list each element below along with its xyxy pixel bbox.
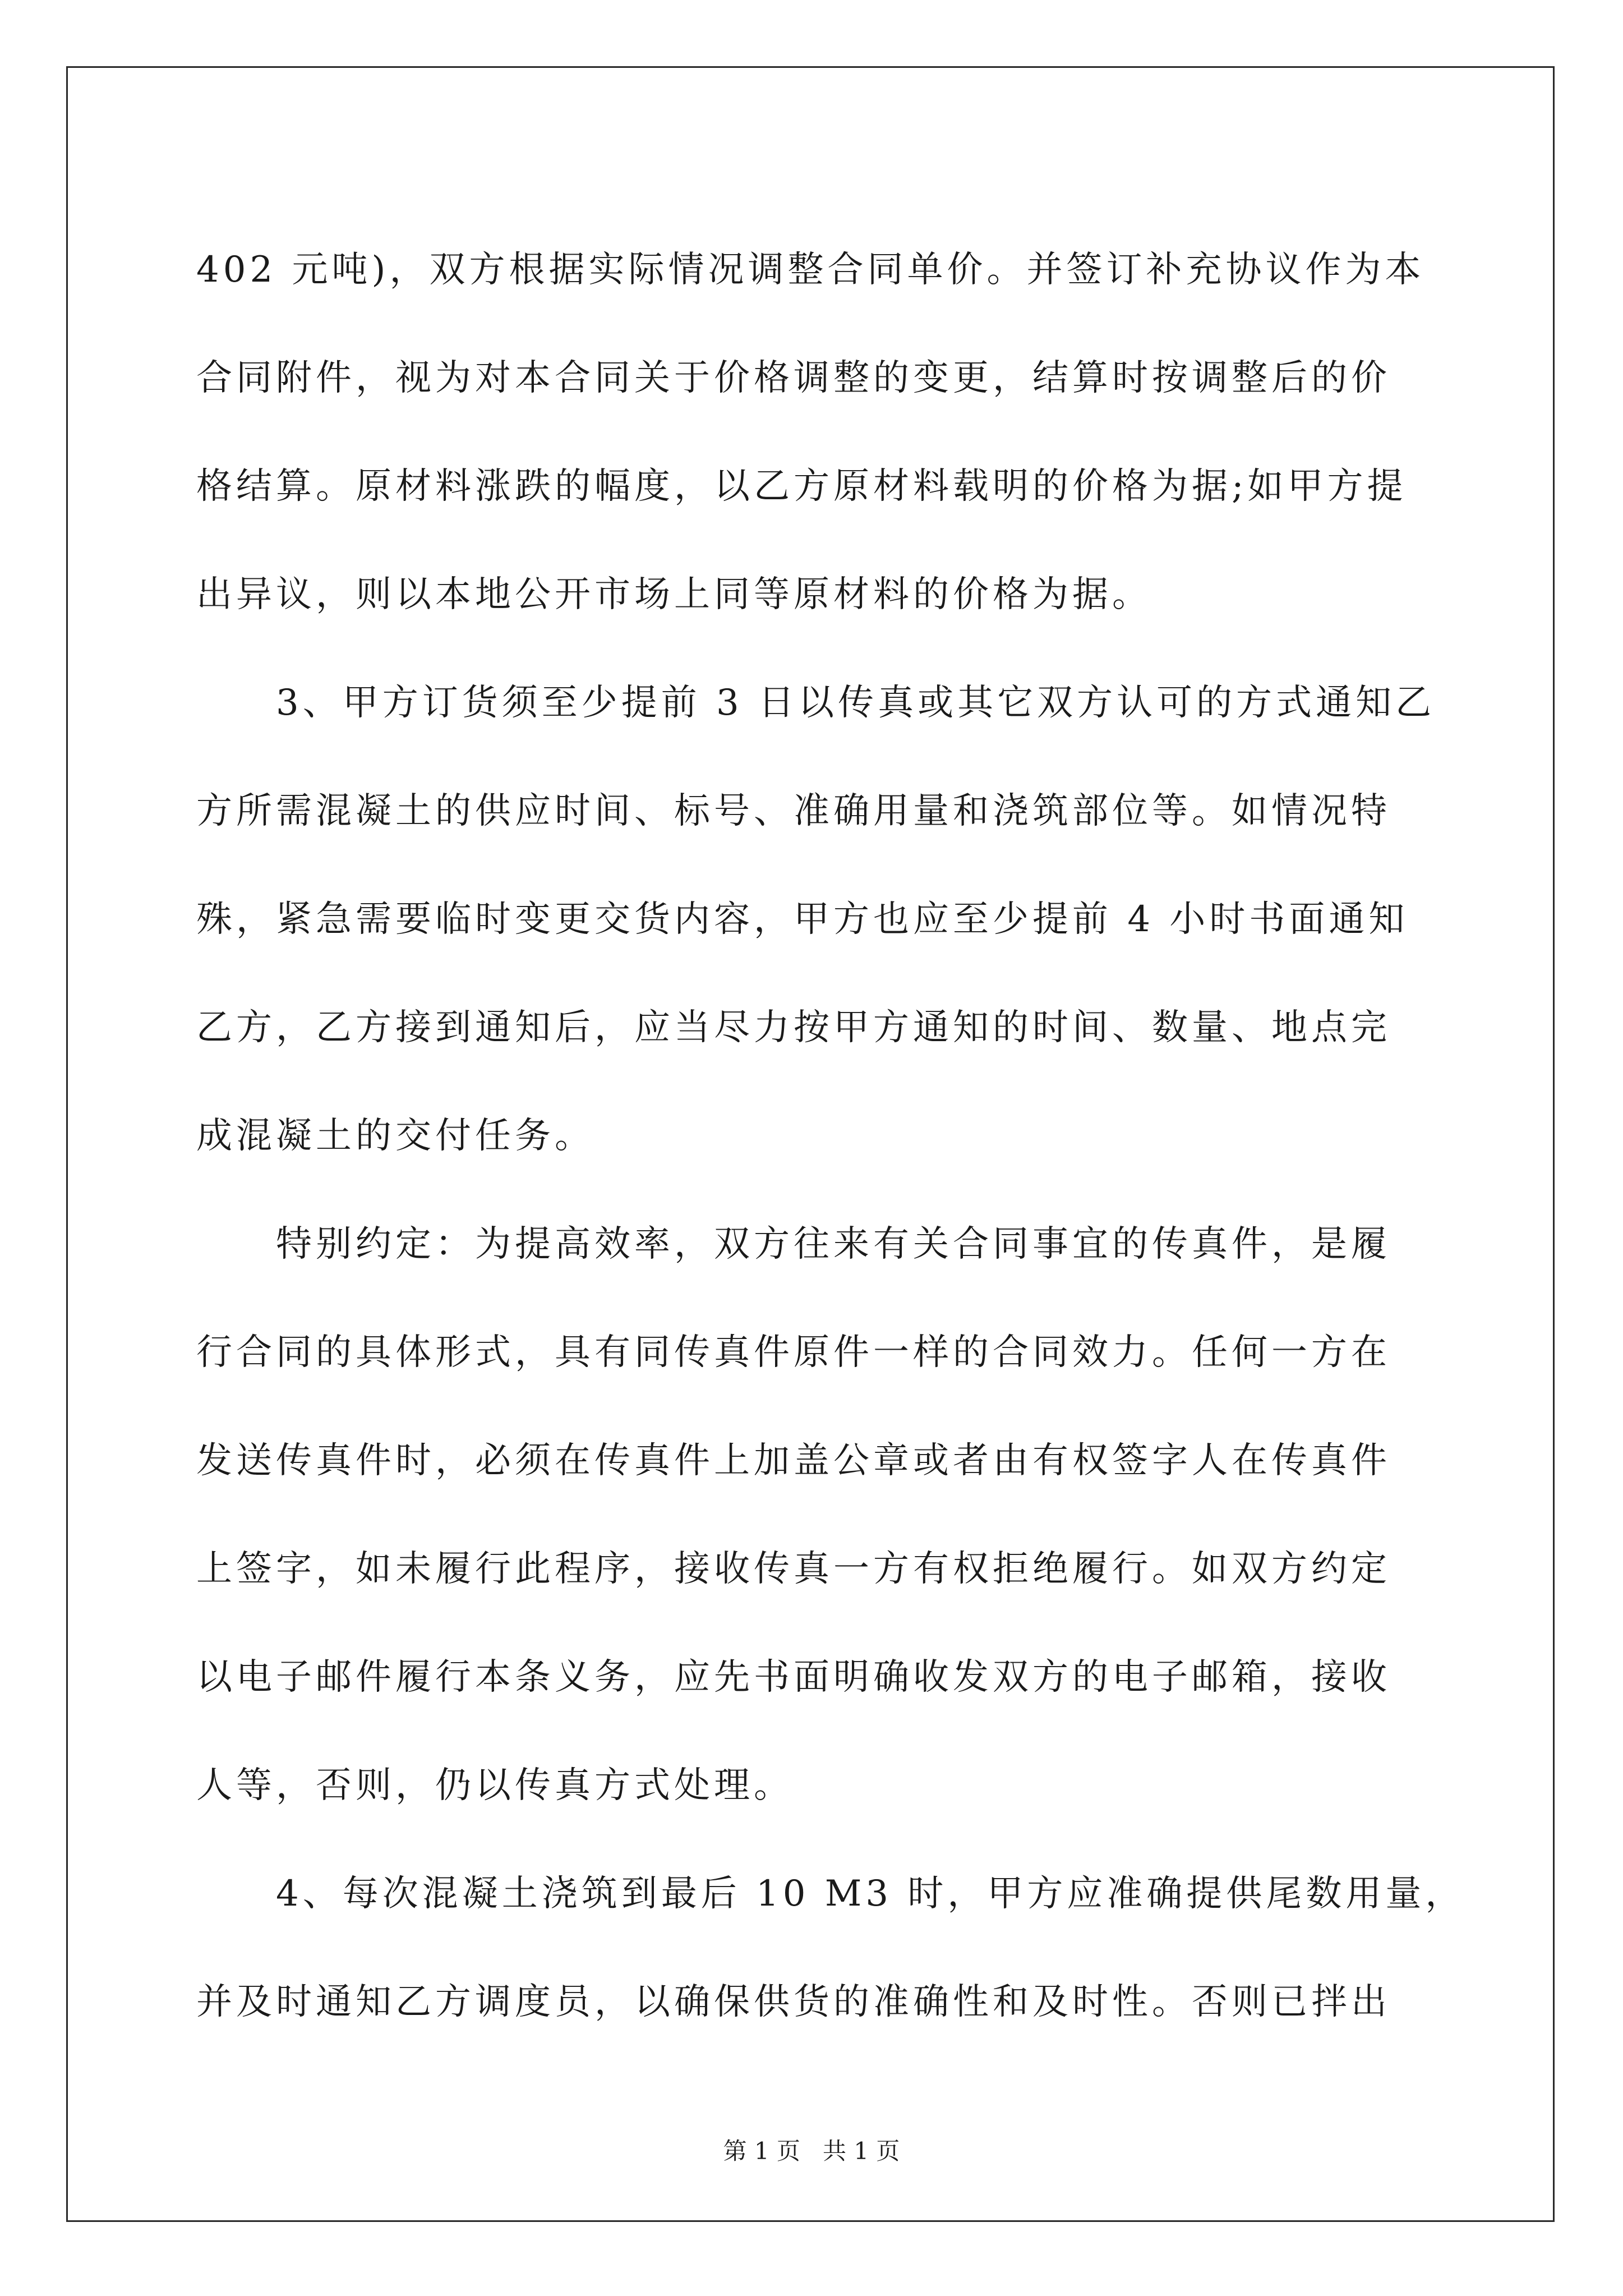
text-line: 4、每次混凝土浇筑到最后 10 M3 时，甲方应准确提供尾数用量， — [196, 1873, 1465, 1915]
text-line: 成混凝土的交付任务。 — [196, 1115, 594, 1157]
text-line: 乙方，乙方接到通知后，应当尽力按甲方通知的时间、数量、地点完 — [196, 1007, 1391, 1048]
text-line: 402 元吨)，双方根据实际情况调整合同单价。并签订补充协议作为本 — [196, 249, 1425, 291]
text-line: 上签字，如未履行此程序，接收传真一方有权拒绝履行。如双方约定 — [196, 1548, 1391, 1590]
text-line: 合同附件，视为对本合同关于价格调整的变更，结算时按调整后的价 — [196, 357, 1391, 399]
page-footer — [0, 2134, 1623, 2168]
text-line: 发送传真件时，必须在传真件上加盖公章或者由有权签字人在传真件 — [196, 1440, 1391, 1481]
text-line: 格结算。原材料涨跌的幅度，以乙方原材料载明的价格为据;如甲方提 — [196, 466, 1407, 507]
text-line: 出异议，则以本地公开市场上同等原材料的价格为据。 — [196, 574, 1152, 615]
text-line: 行合同的具体形式，具有同传真件原件一样的合同效力。任何一方在 — [196, 1332, 1391, 1373]
page-number: 第 1 页 — [723, 2137, 800, 2165]
text-line: 人等，否则，仍以传真方式处理。 — [196, 1765, 794, 1806]
text-line: 以电子邮件履行本条义务，应先书面明确收发双方的电子邮箱，接收 — [196, 1657, 1391, 1698]
text-line: 特别约定：为提高效率，双方往来有关合同事宜的传真件，是履 — [196, 1223, 1391, 1265]
text-line: 3、甲方订货须至少提前 3 日以传真或其它双方认可的方式通知乙 — [196, 682, 1436, 724]
text-line: 方所需混凝土的供应时间、标号、准确用量和浇筑部位等。如情况特 — [196, 790, 1391, 832]
page-total: 共 1 页 — [823, 2137, 900, 2165]
text-line: 殊，紧急需要临时变更交货内容，甲方也应至少提前 4 小时书面通知 — [196, 899, 1409, 940]
document-body — [196, 216, 1465, 2056]
text-line: 并及时通知乙方调度员，以确保供货的准确性和及时性。否则已拌出 — [196, 1981, 1391, 2023]
